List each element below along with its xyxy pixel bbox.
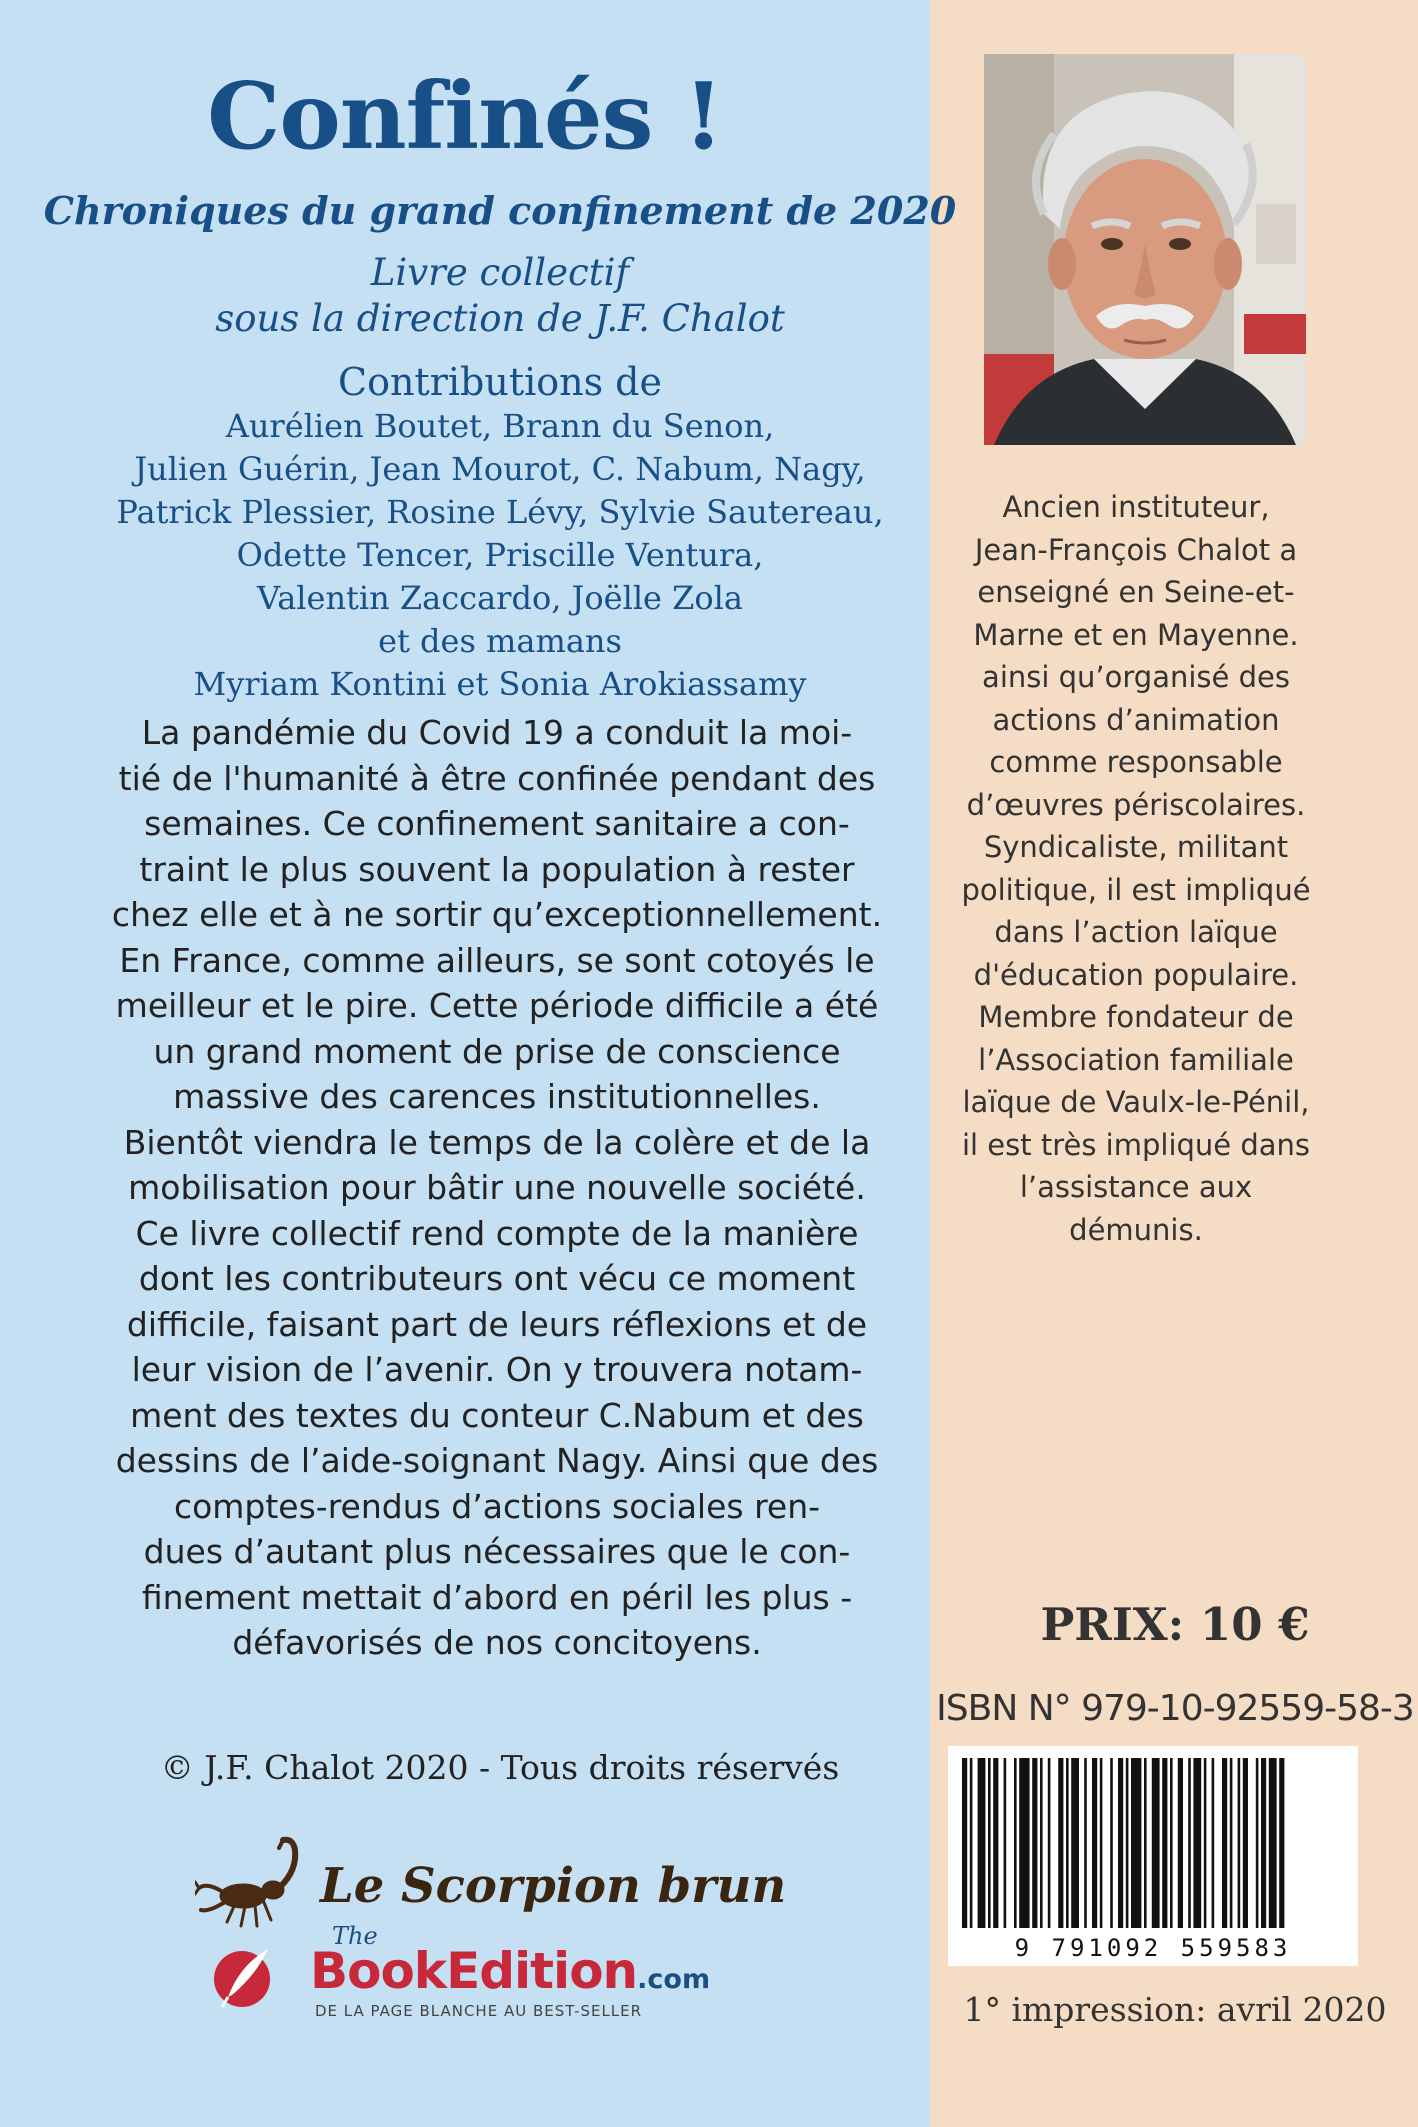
print-date: 1° impression: avril 2020: [963, 1990, 1387, 2029]
copyright-notice: © J.F. Chalot 2020 - Tous droits réservés: [160, 1748, 840, 1787]
bio-line: enseigné en Seine-et-: [977, 575, 1295, 609]
contributors-line: Aurélien Boutet, Brann du Senon,: [225, 407, 775, 445]
synopsis-line: finement mettait d’abord en péril les plus -: [141, 1577, 853, 1617]
barcode-bar: [978, 1758, 986, 1928]
barcode-bar: [1092, 1758, 1097, 1928]
barcode-bar: [1170, 1758, 1173, 1928]
barcode-bar: [988, 1758, 991, 1928]
bio-line: actions d’animation: [992, 702, 1280, 737]
barcode-bar: [1238, 1758, 1241, 1928]
synopsis-line: mobilisation pour bâtir une nouvelle société.: [128, 1168, 866, 1207]
barcode-bar: [1222, 1758, 1227, 1928]
collective-book-note: [0, 250, 1000, 342]
barcode-bar: [1212, 1758, 1215, 1928]
direction-line: sous la direction de J.F. Chalot: [215, 297, 785, 340]
synopsis-line: traint le plus souvent la population à rester: [139, 849, 855, 889]
barcode-bar: [1032, 1758, 1037, 1928]
synopsis-line: meilleur et le pire. Cette période difficile a été: [115, 986, 879, 1025]
bio-line: ainsi qu’organisé des: [982, 660, 1290, 694]
barcode-bar: [1071, 1758, 1079, 1928]
barcode-bar: [1019, 1758, 1029, 1928]
barcode-bar: [1204, 1758, 1207, 1928]
synopsis-line: ment des textes du conteur C.Nabum et des: [130, 1395, 864, 1435]
barcode-bar: [1084, 1758, 1087, 1928]
barcode-bar: [1118, 1758, 1123, 1928]
bio-line: dans l’action laïque: [994, 915, 1278, 949]
synopsis-line: Ce livre collectif rend compte de la manière: [135, 1213, 859, 1253]
partner-logo: [310, 1942, 710, 2000]
barcode-bar: [1048, 1758, 1051, 1928]
synopsis-line: comptes-rendus d’actions sociales ren-: [173, 1486, 821, 1526]
synopsis-line: chez elle et à ne sortir qu’exceptionnellement.: [111, 895, 883, 934]
synopsis-line: dont les contributeurs ont vécu ce moment: [138, 1259, 856, 1298]
barcode-bar: [1126, 1758, 1129, 1928]
barcode-bars: [948, 1746, 1358, 1936]
barcode-bar: [1162, 1758, 1167, 1928]
contributors-line: Odette Tencer, Priscille Ventura,: [236, 536, 764, 574]
barcode-digits: 9 791092 559583: [1014, 1934, 1292, 1962]
bio-line: l’assistance aux démunis.: [1019, 1170, 1253, 1247]
synopsis-line: difficile, faisant part de leurs réflexions et de: [126, 1304, 868, 1344]
barcode-bar: [1261, 1758, 1266, 1928]
author-photo: [984, 54, 1306, 445]
book-subtitle: Chroniques du grand confinement de 2020: [43, 188, 957, 233]
bio-line: Jean-François Chalot a: [974, 532, 1298, 567]
bio-line: comme responsable: [989, 745, 1283, 779]
barcode-bar: [1004, 1758, 1007, 1928]
barcode-bar: [1193, 1758, 1201, 1928]
synopsis: [108, 710, 886, 1666]
bio-line: Membre fondateur de: [978, 1000, 1294, 1034]
barcode-bar: [1230, 1758, 1233, 1928]
synopsis-line: En France, comme ailleurs, se sont cotoyés le: [119, 940, 875, 980]
feather-logo-icon: [210, 1935, 280, 2015]
barcode-bar: [1243, 1758, 1248, 1928]
barcode: [948, 1746, 1358, 1966]
barcode-bar: [993, 1758, 998, 1928]
barcode-bar: [1178, 1758, 1183, 1928]
bio-line: il est très impliqué dans: [961, 1127, 1311, 1162]
barcode-bar: [1066, 1758, 1069, 1928]
bio-line: laïque de Vaulx-le-Pénil,: [962, 1085, 1310, 1119]
synopsis-line: La pandémie du Covid 19 a conduit la moi-: [141, 713, 853, 752]
synopsis-line: leur vision de l’avenir. On y trouvera notam-: [131, 1350, 863, 1389]
livre-line: Livre collectif: [370, 251, 630, 294]
synopsis-line: semaines. Ce confinement sanitaire a con-: [144, 804, 850, 843]
barcode-bar: [962, 1758, 967, 1928]
contributors-line: Julien Guérin, Jean Mourot, C. Nabum, Nagy,: [134, 450, 866, 488]
contributors-line: Patrick Plessier, Rosine Lévy, Sylvie Sautereau,: [116, 493, 884, 531]
barcode-bar: [970, 1758, 973, 1928]
partner-domain: .com: [637, 1964, 711, 1995]
synopsis-line: un grand moment de prise de conscience: [153, 1031, 841, 1071]
contributors-line: et des mamans: [378, 622, 622, 660]
synopsis-line: Bientôt viendra le temps de la colère et de la: [123, 1122, 871, 1162]
barcode-bar: [1279, 1758, 1284, 1928]
barcode-bar: [1100, 1758, 1103, 1928]
contributors-line: Myriam Kontini et Sonia Arokiassamy: [193, 665, 807, 703]
bio-line: Marne et en Mayenne.: [973, 617, 1299, 652]
barcode-bar: [1152, 1758, 1160, 1928]
bio-line: d'éducation populaire.: [973, 957, 1299, 992]
scorpion-logo-icon: [195, 1830, 325, 1935]
barcode-bar: [1256, 1758, 1259, 1928]
synopsis-line: dues d’autant plus nécessaires que le con-: [143, 1532, 851, 1571]
contributions-heading: Contributions de: [338, 360, 662, 404]
publisher-name: Le Scorpion brun: [320, 1858, 787, 1914]
synopsis-line: massive des carences institutionnelles.: [173, 1077, 821, 1116]
bio-line: politique, il est impliqué: [961, 872, 1311, 907]
barcode-bar: [1014, 1758, 1017, 1928]
barcode-bar: [1040, 1758, 1043, 1928]
contributors-line: Valentin Zaccardo, Joëlle Zola: [257, 579, 743, 617]
price-label: PRIX: 10 €: [1040, 1598, 1310, 1651]
bio-line: d’œuvres périscolaires.: [966, 787, 1306, 822]
barcode-bar: [1188, 1758, 1191, 1928]
book-title: Confinés !: [207, 62, 723, 170]
barcode-bar: [1269, 1758, 1277, 1928]
partner-name: BookEdition: [310, 1942, 638, 2000]
barcode-bar: [1110, 1758, 1113, 1928]
synopsis-line: dessins de l’aide-soignant Nagy. Ainsi que des: [115, 1441, 879, 1480]
isbn-label: ISBN N° 979-10-92559-58-3: [936, 1688, 1414, 1729]
partner-tagline: DE LA PAGE BLANCHE AU BEST-SELLER: [315, 2002, 643, 2020]
partner-the: The: [332, 1922, 378, 1950]
contributors-list: [0, 405, 1000, 706]
synopsis-line: défavorisés de nos concitoyens.: [232, 1623, 762, 1662]
bio-line: l’Association familiale: [978, 1042, 1294, 1077]
bio-line: Syndicaliste, militant: [983, 830, 1289, 864]
author-bio: [960, 486, 1312, 1251]
synopsis-line: tié de l'humanité à être confinée pendant des: [118, 758, 876, 798]
barcode-bar: [1131, 1758, 1141, 1928]
barcode-bar: [1144, 1758, 1147, 1928]
barcode-bar: [1058, 1758, 1063, 1928]
bio-line: Ancien instituteur,: [1002, 490, 1270, 524]
